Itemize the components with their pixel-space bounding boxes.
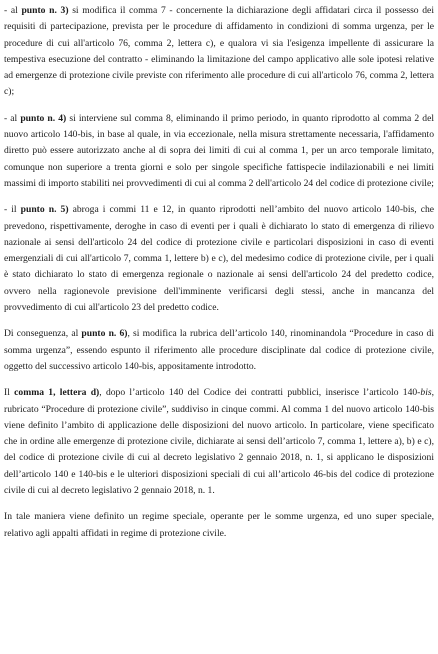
bold-run: punto n. 5) <box>20 204 69 216</box>
paragraph-conclusion <box>4 509 434 542</box>
paragraph-punto-5 <box>4 202 434 316</box>
bold-run: punto n. 4) <box>20 112 67 124</box>
text-run: Il <box>4 387 15 399</box>
italic-run: bis <box>420 387 432 399</box>
text-run: si interviene sul comma 8, eliminando il primo periodo, in quanto riprodotto al comma 2 del nuovo articolo 140-bis, in base al quale, in via eccezionale, nella misura strettamente necessaria, l'affidamento diretto può essere autorizzato anche al di sopra dei limiti di cui al comma 1, per un arco temporale limitato, comunque non superiore a trenta giorni e solo per singole specifiche fattispecie indilazionabili e nei limiti massimi di importo stabiliti nei provvedimenti di cui al comma 2 dell'articolo 24 del codice di protezione civile; <box>4 112 434 189</box>
text-run: Di conseguenza, al <box>4 328 82 340</box>
bold-run: punto n. 6) <box>81 328 128 340</box>
paragraph-punto-4 <box>4 111 434 192</box>
text-run: , dopo l’articolo 140 del Codice dei contratti pubblici, inserisce l’articolo 140- <box>99 387 421 399</box>
text-run: , si modifica la rubrica dell’articolo 140, rinominandola “Procedure in caso di somma urgenza”, essendo espunto il riferimento alle procedure disciplinate dal codice di protezione civile, oggetto del successivo articolo 140-bis, appositamente introdotto. <box>4 328 435 372</box>
paragraph-comma-1-lettera-d <box>4 385 434 499</box>
bold-run: punto n. 3) <box>21 5 69 16</box>
text-run: In tale maniera viene definito un regime speciale, operante per le somme urgenza, ed uno super speciale, relativo agli appalti affidati in regime di protezione civile. <box>4 511 434 539</box>
paragraph-punto-6 <box>4 326 434 375</box>
text-run: si modifica il comma 7 - concernente la dichiarazione degli affidatari circa il possesso dei requisiti di partecipazione, prevista per le procedure di affidamento in condizioni di somma urgenza, per le procedure di cui all'articolo 76, comma 2, lettera c), e qualora vi sia l'esigenza impellente di assicurare la tempestiva esecuzione del contratto - eliminando la limitazione del campo applicativo alle sole ipotesi relative ad emergenze di protezione civile previste con riferimento alle procedure di cui all'articolo 76, comma 2, lettera c); <box>4 5 434 98</box>
text-run: - al <box>4 5 22 16</box>
text-run: , rubricato “Procedure di protezione civile”, suddiviso in cinque commi. Al comma 1 del nuovo articolo 140-bis viene definito l’ambito di applicazione delle disposizioni del nuovo articolo. In particolare, viene specificato che in ordine alle emergenze di protezione civile, dichiarate ai sensi dell’articolo 7, comma 1, lettere a), b) e c), del codice di protezione civile di cui al decreto legislativo 2 gennaio 2018, n. 1, si applicano le disposizioni dell’articolo 140 e 140-bis e le ulteriori disposizioni speciali di cui all’articolo 46-bis del codice di protezione civile di cui al decreto legislativo 2 gennaio 2018, n. 1. <box>4 387 434 497</box>
paragraph-punto-3 <box>4 3 434 101</box>
bold-run: comma 1, lettera d) <box>14 387 100 399</box>
text-run: - al <box>4 112 21 124</box>
text-run: - il <box>4 204 21 216</box>
text-run: abroga i commi 11 e 12, in quanto riprodotti nell’ambito del nuovo articolo 140-bis, che prevedono, rispettivamente, deroghe in caso di eventi per i quali è dichiarato lo stato di emergenza di rilievo nazionale ai sensi dell'articolo 24 del codice di protezione civile e particolari disposizioni in caso di eventi emergenziali di cui all'articolo 7, comma 1, lettere b) e c), del medesimo codice di protezione civile, per i quali è stato dichiarato lo stato di emergenza regionale o nazionale ai sensi dell'articolo 24 del predetto codice, ovvero nella ragionevole previsione dell'imminente verificarsi degli stessi, anche in mancanza del provvedimento di cui all'articolo 23 del predetto codice. <box>4 204 435 314</box>
